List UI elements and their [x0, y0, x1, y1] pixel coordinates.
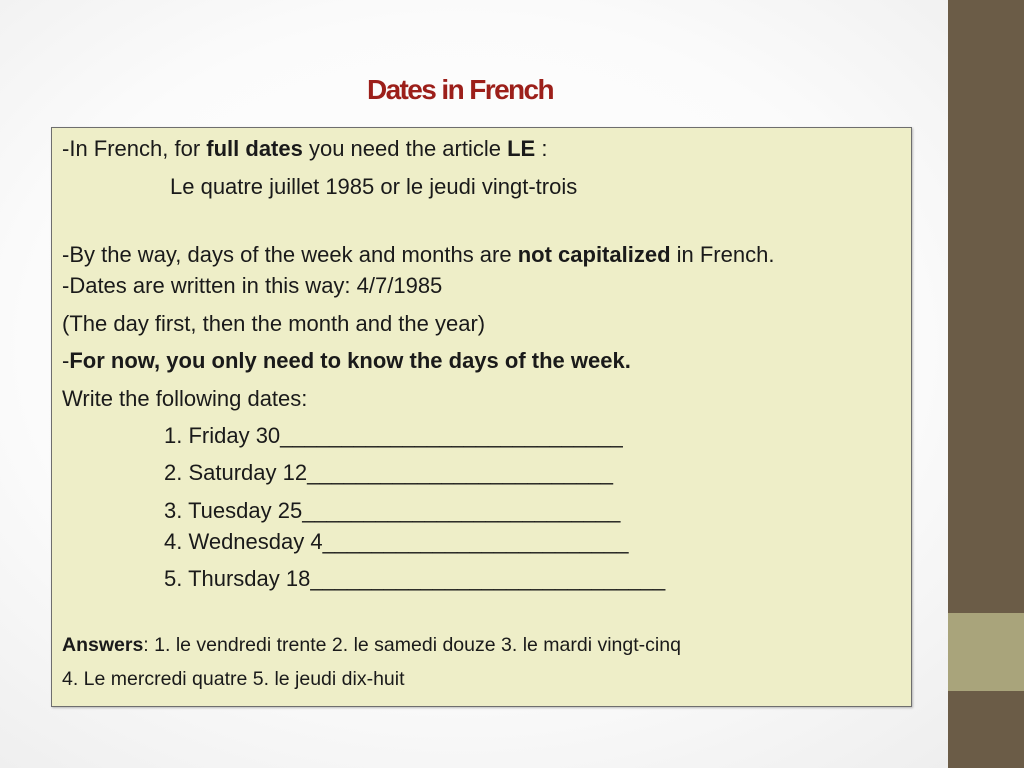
rule-text-1: -In French, for	[62, 136, 207, 161]
answers-line-1	[62, 633, 681, 657]
rule-bold-article: LE	[507, 136, 536, 161]
days-of-week-note-line	[62, 348, 631, 374]
rule-text-3: :	[535, 136, 548, 161]
answers-label: Answers	[62, 634, 144, 656]
cap-text-1: -By the way, days of the week and months are	[62, 242, 518, 267]
cap-text-2: in French.	[670, 242, 775, 267]
content-box	[51, 127, 912, 707]
date-format-line: -Dates are written in this way: 4/7/1985	[62, 273, 443, 298]
cap-bold-not-capitalized: not capitalized	[517, 242, 671, 267]
exercise-item-1: 1. Friday 30____________________________	[164, 423, 623, 448]
note-dash: -	[62, 348, 70, 373]
decorative-side-bar-accent	[948, 613, 1024, 691]
exercise-item-2: 2. Saturday 12_________________________	[164, 460, 613, 485]
answers-line-2: 4. Le mercredi quatre 5. le jeudi dix-huit	[62, 668, 405, 690]
exercise-item-4: 4. Wednesday 4_________________________	[164, 529, 629, 554]
rule-text-2: you need the article	[302, 136, 508, 161]
full-dates-rule-line	[62, 136, 547, 162]
capitalization-rule-line	[62, 242, 774, 268]
slide-title: Dates in French	[366, 74, 554, 105]
exercise-item-3: 3. Tuesday 25__________________________	[164, 498, 621, 523]
example-dates-line: Le quatre juillet 1985 or le jeudi vingt-trois	[170, 174, 578, 199]
exercise-item-5: 5. Thursday 18_____________________________	[164, 566, 666, 591]
date-order-line: (The day first, then the month and the year)	[62, 311, 486, 336]
rule-bold-full-dates: full dates	[206, 136, 303, 161]
instruction-line: Write the following dates:	[62, 386, 308, 411]
answers-text-1: : 1. le vendredi trente 2. le samedi douze 3. le mardi vingt-cinq	[143, 634, 681, 656]
note-bold-text: For now, you only need to know the days of the week.	[69, 348, 631, 373]
